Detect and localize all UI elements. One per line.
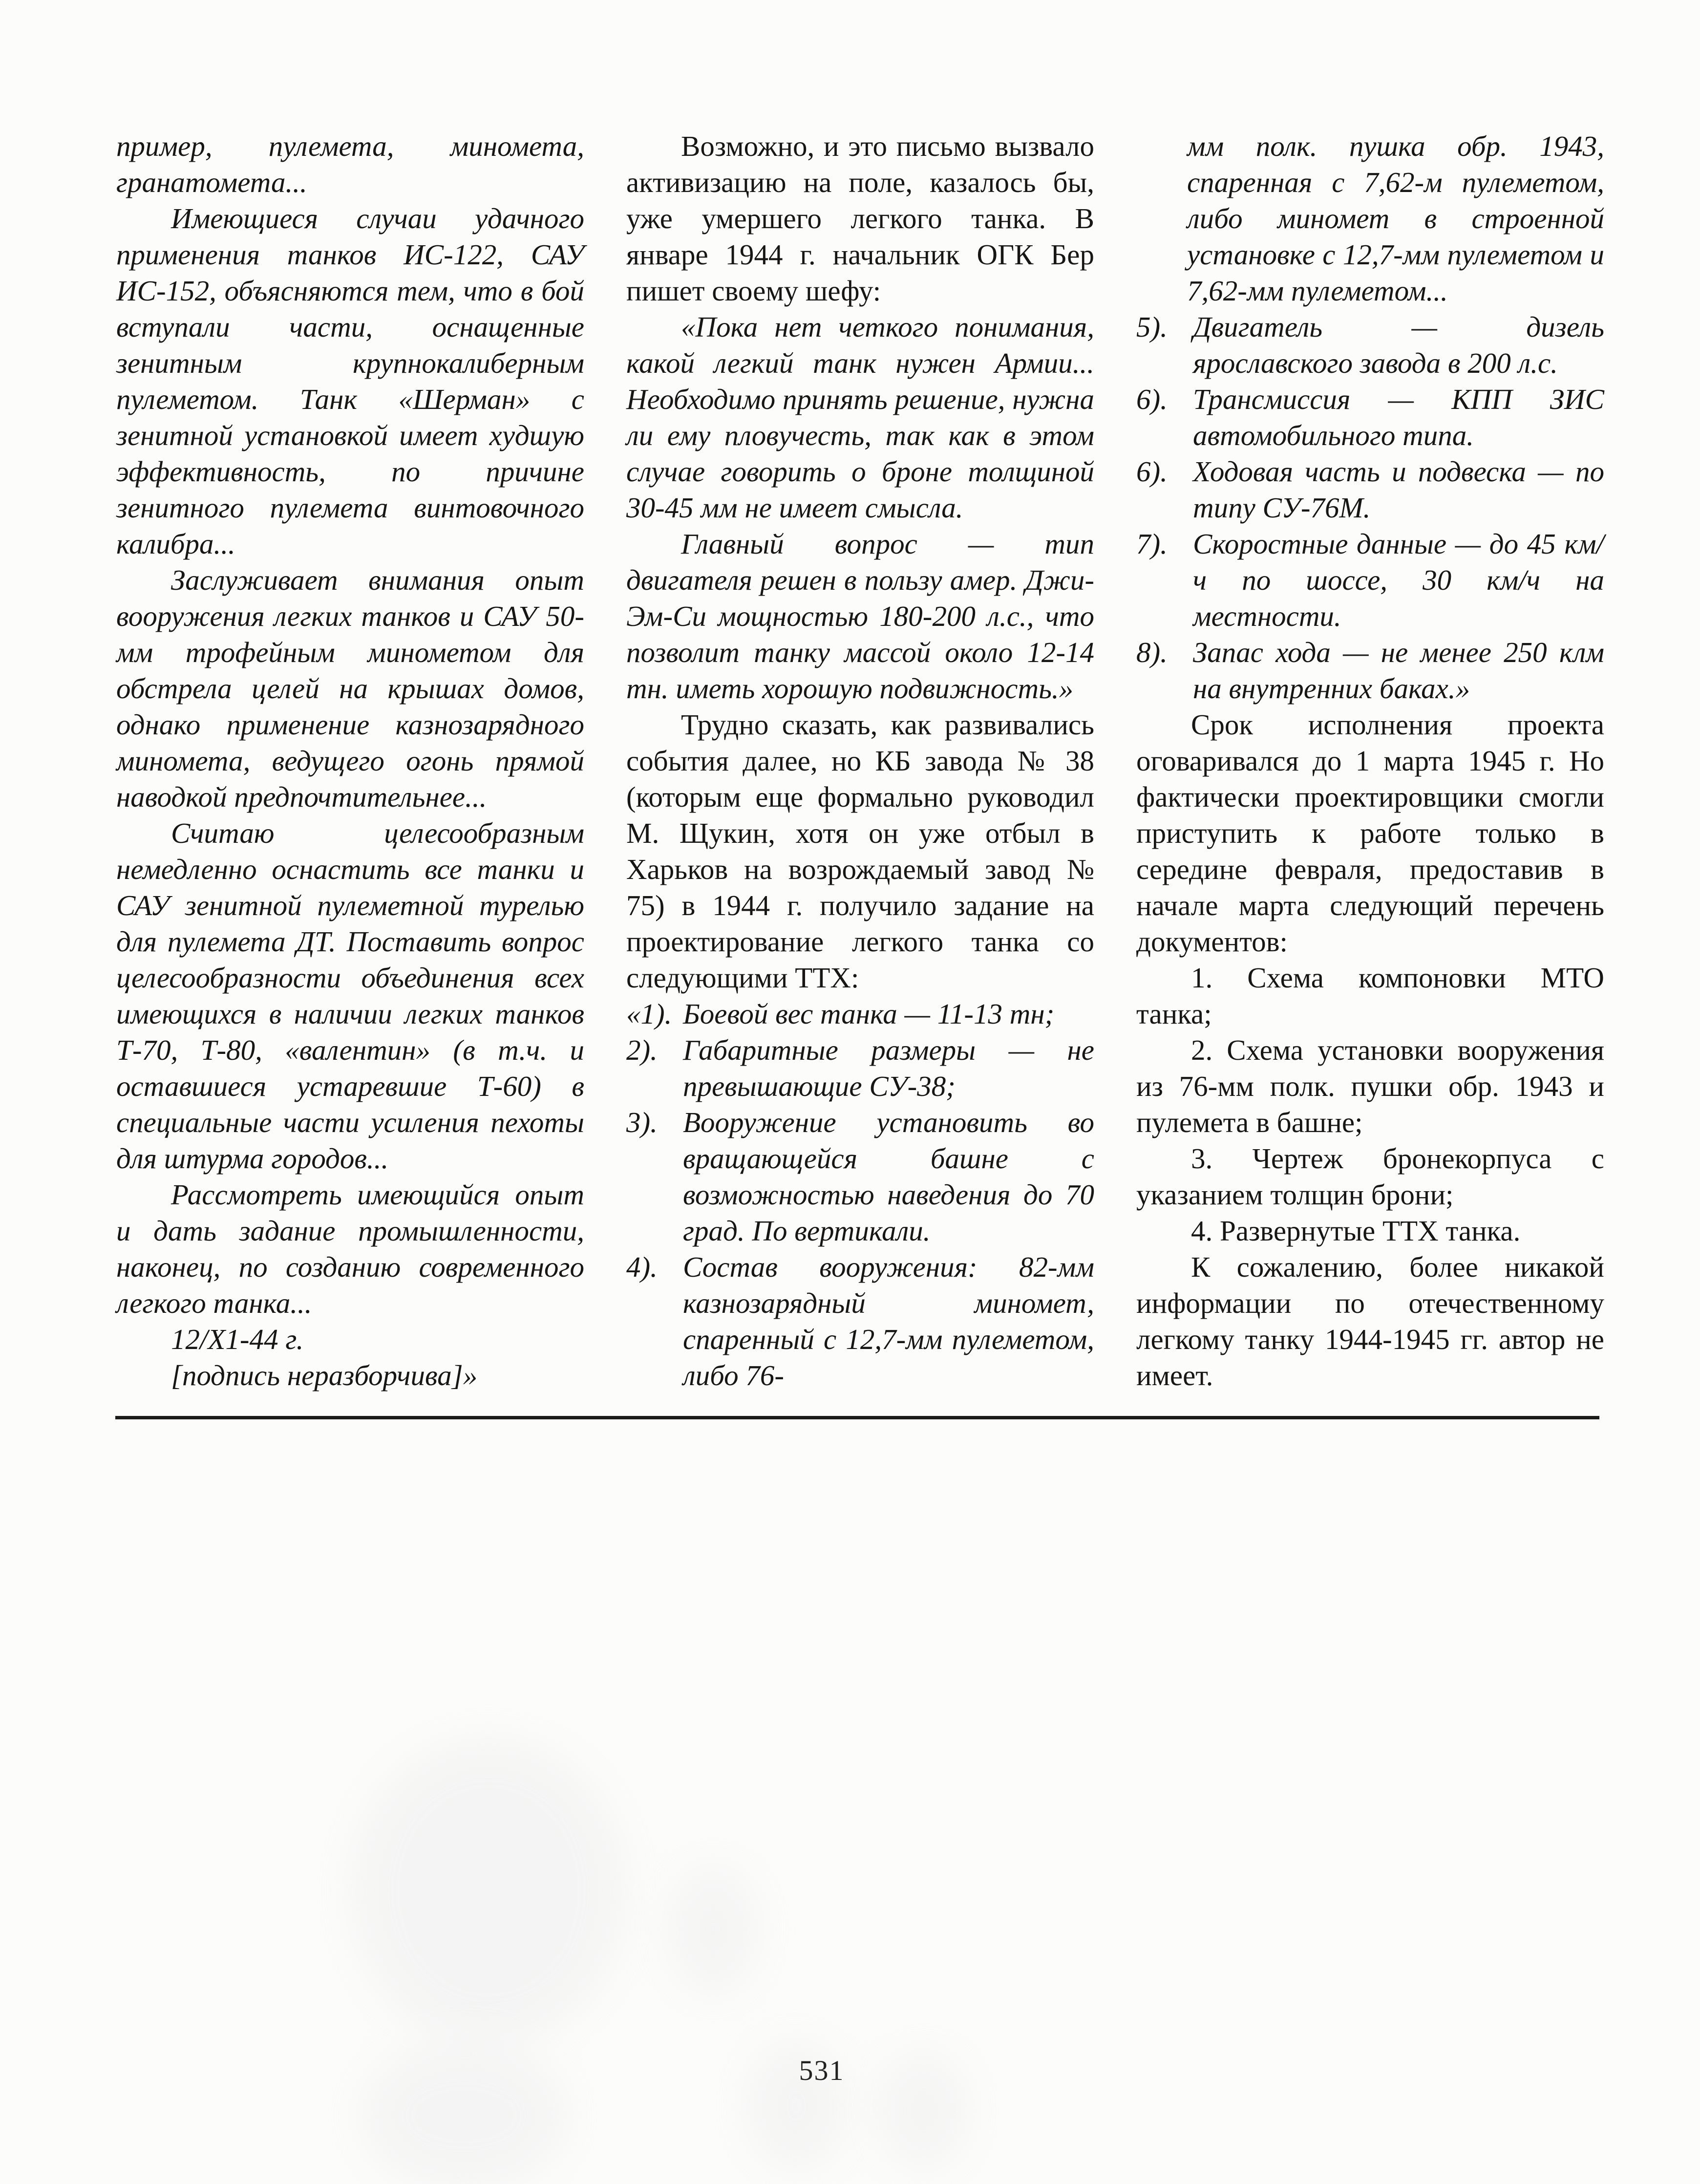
list-item [626,1104,1094,1249]
list-marker: 8). [1136,636,1168,668]
list-marker: 4). [626,1251,658,1283]
list-item [1136,381,1604,453]
list-item-text: Двигатель — дизель ярославского завода в 200 л.с. [1193,311,1604,379]
list-item-text: Боевой вес танка — 11-13 тн; [683,998,1055,1030]
paragraph: Имеющиеся случаи удачного применения танков ИС-122, САУ ИС-152, объясняются тем, что в бой вступали части, оснащенные зенитным крупнокалиберным пулеметом. Танк «Шерман» с зенитной установкой имеет худшую эффективность, по причине зенитного пулемета винтовочного калибра... [116,202,584,560]
list-marker: «1). [626,998,672,1030]
three-column-text-block [116,128,1604,1393]
list-item-text: Запас хода — не менее 250 клм на внутренних баках.» [1193,636,1604,705]
list-item-text: Трансмиссия — КПП ЗИС автомобильного типа. [1193,383,1604,451]
list-marker: 5). [1136,311,1168,343]
list-item [626,1249,1094,1393]
paragraph: [подпись неразборчива]» [171,1359,478,1392]
list-item [626,1032,1094,1104]
list-item-text: Скоростные данные — до 45 км/ч по шоссе, 30 км/ч на местности. [1193,528,1604,632]
paragraph: К сожалению, более никакой информации по отечественному легкому танку 1944-1945 гг. автор не имеет. [1136,1251,1604,1392]
text-column-right [1136,128,1604,1393]
list-item [1136,453,1604,526]
list-item-text: Ходовая часть и подвеска — по типу СУ-76М. [1193,455,1604,524]
list-marker: 6). [1136,455,1168,488]
paragraph: 1. Схема компоновки МТО танка; [1136,962,1604,1030]
list-marker: 2). [626,1034,658,1066]
paragraph: Заслуживает внимания опыт вооружения легких танков и САУ 50-мм трофейным минометом для обстрела целей на крышах домов, однако применение казнозарядного миномета, ведущего огонь прямой наводкой предпочтительнее... [116,564,584,813]
list-marker: 6). [1136,383,1168,415]
text-column-middle [626,128,1094,1393]
paragraph: Трудно сказать, как развивались события далее, но КБ завода № 38 (которым еще формально руководил М. Щукин, хотя он уже отбыл в Харьков на возрождаемый завод № 75) в 1944 г. получило задание на проектирование легкого танка со следующими ТТХ: [626,708,1094,994]
continued-list-text: мм полк. пушка обр. 1943, спаренная с 7,62-м пулеметом, либо миномет в строенной установке с 12,7-мм пулеметом и 7,62-мм пулеметом... [1187,130,1604,307]
paragraph: Возможно, и это письмо вызвало активизацию на поле, казалось бы, уже умершего легкого танка. В январе 1944 г. начальник ОГК Бер пишет своему шефу: [626,130,1094,307]
list-marker: 3). [626,1106,658,1138]
paragraph: «Пока нет четкого понимания, какой легкий танк нужен Армии... Необходимо принять решение, нужна ли ему пловучесть, так как в этом случае говорить о броне толщиной 30-45 мм не имеет смысла. [626,311,1094,524]
paragraph: 12/X1-44 г. [171,1323,304,1355]
list-item [626,996,1094,1032]
paragraph: Главный вопрос — тип двигателя решен в пользу амер. Джи-Эм-Си мощностью 180-200 л.с., что позволит танку массой около 12-14 тн. иметь хорошую подвижность.» [626,528,1094,705]
paragraph: пример, пулемета, миномета, гранатомета... [116,130,584,198]
list-marker: 7). [1136,528,1168,560]
list-item [1136,526,1604,634]
list-item-text: Габаритные размеры — не превышающие СУ-38; [683,1034,1094,1102]
paragraph: Срок исполнения проекта оговаривался до 1 марта 1945 г. Но фактически проектировщики смогли приступить к работе только в середине февраля, предоставив в начале марта следующий перечень документов: [1136,708,1604,958]
paragraph: 4. Развернутые ТТХ танка. [1191,1215,1521,1247]
list-item [1136,634,1604,707]
paragraph: Считаю целесообразным немедленно оснастить все танки и САУ зенитной пулеметной турелью для пулемета ДТ. Поставить вопрос целесообразности объединения всех имеющихся в наличии легких танков Т-70, Т-80, «валентин» (в т.ч. и оставшиеся устаревшие Т-60) в специальные части усиления пехоты для штурма городов... [116,817,584,1175]
list-item-text: Вооружение установить во вращающейся башне с возможностью наведения до 70 град. По вертикали. [683,1106,1094,1247]
footnote-rule [115,1416,1599,1419]
paragraph: Рассмотреть имеющийся опыт и дать задание промышленности, наконец, по созданию современного легкого танка... [116,1178,584,1319]
bleedthrough-artifact [669,1866,757,1993]
paragraph: 2. Схема установки вооружения из 76-мм полк. пушки обр. 1943 и пулемета в башне; [1136,1034,1604,1138]
list-item [1136,309,1604,381]
text-column-left [116,128,584,1393]
bleedthrough-artifact [352,1739,625,2042]
page-number: 531 [799,2055,845,2086]
paragraph: 3. Чертеж бронекорпуса с указанием толщин брони; [1136,1142,1604,1211]
list-item-text: Состав вооружения: 82-мм казнозарядный миномет, спаренный с 12,7-мм пулеметом, либо 76- [683,1251,1094,1392]
